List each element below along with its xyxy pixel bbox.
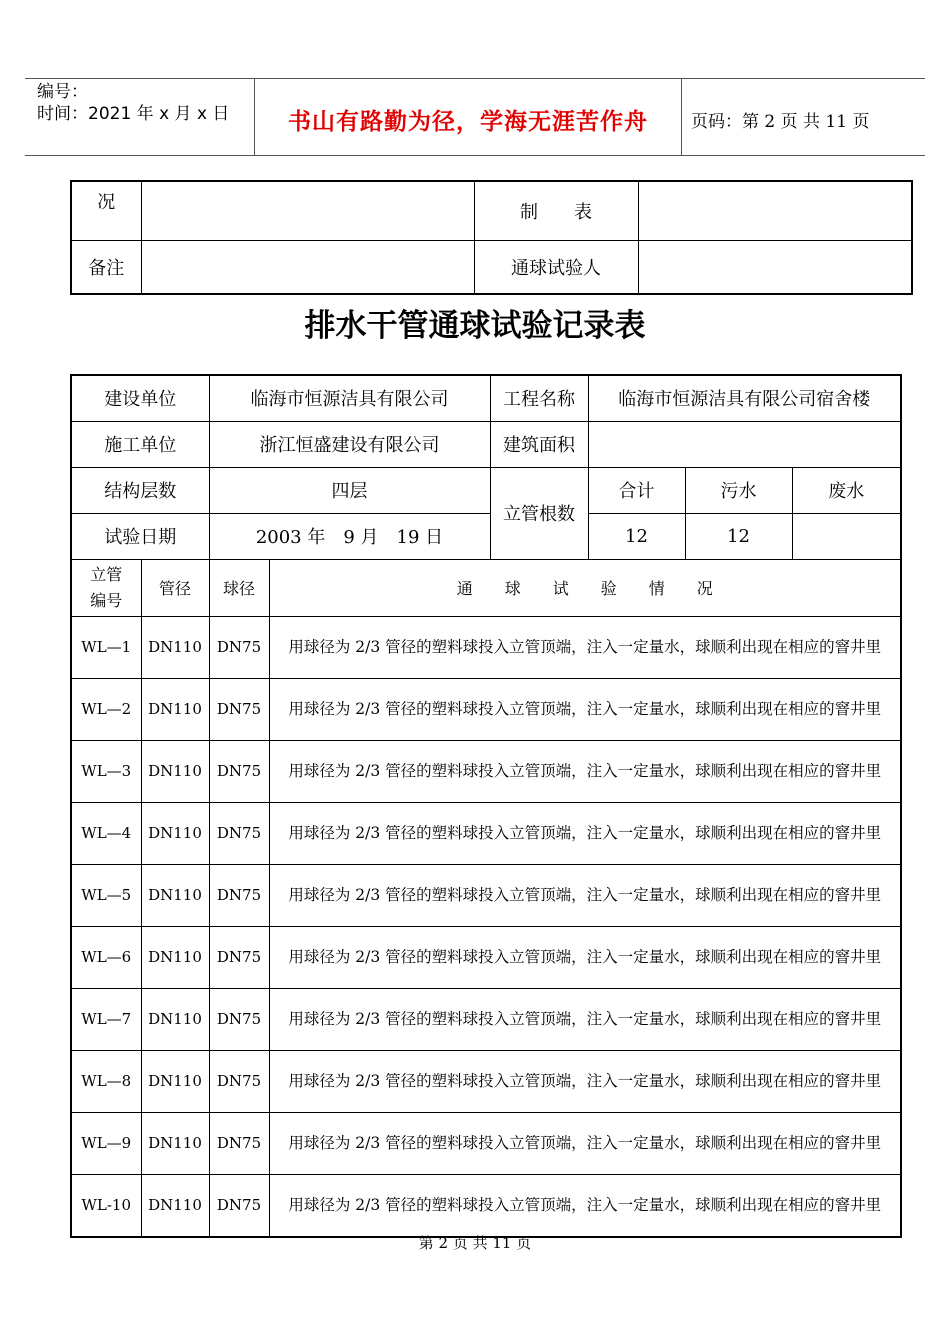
pipe-dia-cell: DN110 [141, 1050, 209, 1112]
col-pipe-no: 立管 编号 [71, 559, 141, 616]
total-label: 合计 [588, 467, 685, 513]
pipe-no-cell: WL—5 [71, 864, 141, 926]
pipe-no-cell: WL—9 [71, 1112, 141, 1174]
result-cell: 用球径为 2/3 管径的塑料球投入立管顶端，注入一定量水，球顺利出现在相应的窨井里 [269, 616, 901, 678]
page-header [25, 78, 925, 156]
pipe-no-cell: WL—8 [71, 1050, 141, 1112]
sewage-label: 污水 [685, 467, 792, 513]
tabulator-value [638, 181, 912, 241]
pipe-count-label: 立管根数 [490, 467, 588, 559]
condition-label: 况 [71, 181, 141, 241]
page-title: 排水干管通球试验记录表 [304, 308, 646, 344]
page-info: 页码：第 2 页 共 11 页 [691, 112, 870, 132]
pipe-dia-cell: DN110 [141, 740, 209, 802]
pipe-no-cell: WL—1 [71, 616, 141, 678]
document-number: 编号： [37, 82, 88, 102]
area-label: 建筑面积 [490, 421, 588, 467]
build-unit-label: 建设单位 [71, 375, 209, 421]
result-cell: 用球径为 2/3 管径的塑料球投入立管顶端，注入一定量水，球顺利出现在相应的窨井里 [269, 1174, 901, 1237]
pipe-no-cell: WL—2 [71, 678, 141, 740]
result-cell: 用球径为 2/3 管径的塑料球投入立管顶端，注入一定量水，球顺利出现在相应的窨井里 [269, 864, 901, 926]
table-row [71, 616, 901, 678]
floors-label: 结构层数 [71, 467, 209, 513]
ball-test-record-table [70, 374, 902, 1238]
header-motto-cell [254, 79, 682, 155]
header-meta-cell [25, 79, 254, 155]
tester-label: 通球试验人 [474, 241, 638, 295]
ball-dia-cell: DN75 [209, 802, 269, 864]
col-result: 通 球 试 验 情 况 [269, 559, 901, 616]
pipe-dia-cell: DN110 [141, 988, 209, 1050]
test-date-value: 2003 年 9 月 19 日 [209, 513, 490, 559]
table-row [71, 802, 901, 864]
result-cell: 用球径为 2/3 管径的塑料球投入立管顶端，注入一定量水，球顺利出现在相应的窨井里 [269, 1050, 901, 1112]
result-cell: 用球径为 2/3 管径的塑料球投入立管顶端，注入一定量水，球顺利出现在相应的窨井里 [269, 678, 901, 740]
total-value: 12 [588, 513, 685, 559]
result-cell: 用球径为 2/3 管径的塑料球投入立管顶端，注入一定量水，球顺利出现在相应的窨井里 [269, 740, 901, 802]
previous-table-fragment [70, 180, 913, 295]
project-name-label: 工程名称 [490, 375, 588, 421]
build-unit-value: 临海市恒源洁具有限公司 [209, 375, 490, 421]
record-rows [71, 616, 901, 1237]
document-time: 时间：2021 年 x 月 x 日 [37, 104, 230, 124]
table-row [71, 988, 901, 1050]
waste-value [792, 513, 901, 559]
pipe-dia-cell: DN110 [141, 926, 209, 988]
ball-dia-cell: DN75 [209, 1112, 269, 1174]
sewage-value: 12 [685, 513, 792, 559]
area-value [588, 421, 901, 467]
remarks-label: 备注 [71, 241, 141, 295]
motto: 书山有路勤为径，学海无涯苦作舟 [288, 108, 648, 135]
result-cell: 用球径为 2/3 管径的塑料球投入立管顶端，注入一定量水，球顺利出现在相应的窨井里 [269, 988, 901, 1050]
tabulator-label: 制 表 [474, 181, 638, 241]
table-row [71, 1112, 901, 1174]
ball-dia-cell: DN75 [209, 864, 269, 926]
table-row [71, 678, 901, 740]
pipe-no-cell: WL—3 [71, 740, 141, 802]
col-ball-dia: 球径 [209, 559, 269, 616]
page-footer: 第 2 页 共 11 页 [418, 1234, 532, 1252]
pipe-dia-cell: DN110 [141, 802, 209, 864]
ball-dia-cell: DN75 [209, 616, 269, 678]
remarks-value [141, 241, 474, 295]
table-row [71, 1050, 901, 1112]
pipe-dia-cell: DN110 [141, 864, 209, 926]
ball-dia-cell: DN75 [209, 1050, 269, 1112]
pipe-dia-cell: DN110 [141, 1112, 209, 1174]
ball-dia-cell: DN75 [209, 926, 269, 988]
pipe-no-cell: WL—7 [71, 988, 141, 1050]
pipe-dia-cell: DN110 [141, 1174, 209, 1237]
result-cell: 用球径为 2/3 管径的塑料球投入立管顶端，注入一定量水，球顺利出现在相应的窨井里 [269, 1112, 901, 1174]
ball-dia-cell: DN75 [209, 988, 269, 1050]
pipe-dia-cell: DN110 [141, 616, 209, 678]
pipe-no-cell: WL—4 [71, 802, 141, 864]
project-name-value: 临海市恒源洁具有限公司宿舍楼 [588, 375, 901, 421]
condition-value [141, 181, 474, 241]
ball-dia-cell: DN75 [209, 1174, 269, 1237]
result-cell: 用球径为 2/3 管径的塑料球投入立管顶端，注入一定量水，球顺利出现在相应的窨井里 [269, 802, 901, 864]
floors-value: 四层 [209, 467, 490, 513]
ball-dia-cell: DN75 [209, 740, 269, 802]
construct-unit-value: 浙江恒盛建设有限公司 [209, 421, 490, 467]
waste-label: 废水 [792, 467, 901, 513]
result-cell: 用球径为 2/3 管径的塑料球投入立管顶端，注入一定量水，球顺利出现在相应的窨井里 [269, 926, 901, 988]
construct-unit-label: 施工单位 [71, 421, 209, 467]
tester-value [638, 241, 912, 295]
table-row [71, 926, 901, 988]
table-row [71, 740, 901, 802]
test-date-label: 试验日期 [71, 513, 209, 559]
pipe-no-cell: WL-10 [71, 1174, 141, 1237]
pipe-no-cell: WL—6 [71, 926, 141, 988]
pipe-dia-cell: DN110 [141, 678, 209, 740]
table-row [71, 1174, 901, 1237]
ball-dia-cell: DN75 [209, 678, 269, 740]
col-pipe-dia: 管径 [141, 559, 209, 616]
header-page-cell [681, 79, 925, 155]
table-row [71, 864, 901, 926]
